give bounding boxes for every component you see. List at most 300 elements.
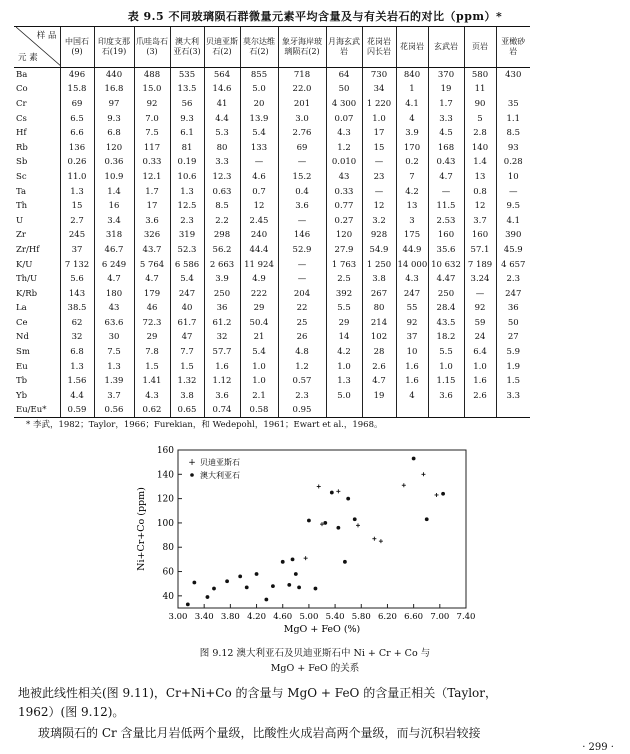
table-cell: 133 <box>240 140 278 155</box>
table-cell: 143 <box>60 286 94 301</box>
table-cell: 43.7 <box>134 243 170 258</box>
table-cell: 27.9 <box>326 243 362 258</box>
y-tick-label: 80 <box>162 543 174 554</box>
x-axis-label: MgO + FeO (%) <box>283 624 361 635</box>
table-cell: 3.3 <box>428 111 464 126</box>
table-cell: 5.0 <box>240 82 278 97</box>
data-point-dot <box>297 585 301 589</box>
table-cell: — <box>428 184 464 199</box>
table-cell: 4 657 <box>496 257 530 272</box>
table-cell: 14 000 <box>396 257 428 272</box>
table-cell: 43 <box>326 170 362 185</box>
table-cell: 2.45 <box>240 213 278 228</box>
table-cell: 8.5 <box>496 126 530 141</box>
table-cell: 3.6 <box>428 389 464 404</box>
element-label: Co <box>16 84 28 95</box>
data-point-plus <box>379 539 383 543</box>
table-cell: 1.6 <box>464 374 496 389</box>
table-cell: 0.7 <box>240 184 278 199</box>
legend-label: 澳大利亚石 <box>200 471 240 480</box>
table-cell: 6 586 <box>170 257 204 272</box>
table-cell: 5.4 <box>240 126 278 141</box>
table-cell: 1.4 <box>94 184 134 199</box>
table-cell: 1.0 <box>326 359 362 374</box>
table-cell: 247 <box>396 286 428 301</box>
figure-caption-line2: MgO + FeO 的关系 <box>270 663 360 674</box>
table-cell: 102 <box>362 330 396 345</box>
table-cell: 34 <box>362 82 396 97</box>
table-cell: 4.7 <box>94 272 134 287</box>
data-point-plus <box>317 484 321 488</box>
table-cell: 1.41 <box>134 374 170 389</box>
element-label: Tb <box>16 376 28 387</box>
table-cell: 93 <box>496 140 530 155</box>
table-cell: 4.4 <box>204 111 240 126</box>
table-cell: 1.3 <box>326 374 362 389</box>
table-row <box>14 330 530 345</box>
table-row <box>14 272 530 287</box>
table-cell: 3.7 <box>94 389 134 404</box>
table-cell: 22.0 <box>278 82 326 97</box>
element-label: Zr <box>16 230 26 241</box>
element-label: Yb <box>16 390 28 401</box>
table-cell: 4 <box>396 389 428 404</box>
table-cell: 5.9 <box>496 345 530 360</box>
table-cell: 3.9 <box>396 126 428 141</box>
table-cell: 5.6 <box>60 272 94 287</box>
table-cell: 28.4 <box>428 301 464 316</box>
element-label: Hf <box>16 128 27 139</box>
table-row <box>14 213 530 228</box>
table-cell: 1 763 <box>326 257 362 272</box>
table-cell: — <box>278 272 326 287</box>
table-cell: 2.3 <box>170 213 204 228</box>
table-row <box>14 111 530 126</box>
element-label: Sc <box>16 171 27 182</box>
table-cell: 81 <box>170 140 204 155</box>
data-point-dot <box>291 557 295 561</box>
table-cell: 69 <box>60 97 94 112</box>
corner-element-label: 元 素 <box>18 53 38 63</box>
y-tick-label: 100 <box>156 518 174 529</box>
table-cell: 1.3 <box>170 184 204 199</box>
y-tick-label: 40 <box>162 591 174 602</box>
element-label: Th <box>16 201 28 212</box>
data-point-dot <box>271 584 275 588</box>
table-cell: 6.8 <box>60 345 94 360</box>
table-cell: 2.8 <box>464 126 496 141</box>
table-cell: 7 132 <box>60 257 94 272</box>
table-cell: 718 <box>278 68 326 83</box>
data-point-dot <box>245 585 249 589</box>
table-cell: 7.0 <box>134 111 170 126</box>
table-cell: 4.1 <box>396 97 428 112</box>
table-cell: — <box>240 155 278 170</box>
table-row <box>14 170 530 185</box>
table-cell: 247 <box>170 286 204 301</box>
table-cell: 250 <box>204 286 240 301</box>
table-cell: 44.9 <box>396 243 428 258</box>
table-cell: 15.2 <box>278 170 326 185</box>
table-cell: 15 <box>362 140 396 155</box>
data-point-plus <box>435 493 439 497</box>
table-cell: 4.3 <box>326 126 362 141</box>
table-row <box>14 243 530 258</box>
table-cell: 92 <box>464 301 496 316</box>
x-tick-label: 5.00 <box>299 612 319 622</box>
table-cell: 57.7 <box>204 345 240 360</box>
table-cell: 6 249 <box>94 257 134 272</box>
table-cell: 168 <box>428 140 464 155</box>
table-row <box>14 140 530 155</box>
table-cell: 97 <box>94 97 134 112</box>
data-point-dot <box>441 492 445 496</box>
table-cell: 7.8 <box>134 345 170 360</box>
x-tick-label: 3.40 <box>194 612 214 622</box>
element-label: Th/U <box>16 274 38 285</box>
table-row <box>14 316 530 331</box>
table-cell: 17 <box>134 199 170 214</box>
table-cell: 204 <box>278 286 326 301</box>
table-cell: 3.3 <box>204 155 240 170</box>
table-cell: 10.6 <box>170 170 204 185</box>
table-cell: 22 <box>278 301 326 316</box>
table-cell: 440 <box>94 68 134 83</box>
column-header: 月海玄武岩 <box>326 27 362 68</box>
table-cell: 214 <box>362 316 396 331</box>
table-cell: 535 <box>170 68 204 83</box>
table-cell: 1 220 <box>362 97 396 112</box>
table-cell: 27 <box>496 330 530 345</box>
table-cell: 179 <box>134 286 170 301</box>
table-cell: 52.9 <box>278 243 326 258</box>
data-point-plus <box>421 472 425 476</box>
table-cell: 247 <box>496 286 530 301</box>
table-cell: 245 <box>60 228 94 243</box>
table-cell: 10.9 <box>94 170 134 185</box>
column-header: 花岗岩 <box>396 27 428 68</box>
table-cell: 117 <box>134 140 170 155</box>
y-tick-label: 140 <box>156 470 174 481</box>
table-cell: 3 <box>396 213 428 228</box>
table-cell: 11.5 <box>428 199 464 214</box>
table-cell: 8.5 <box>204 199 240 214</box>
table-cell: 15.0 <box>134 82 170 97</box>
table-cell: 580 <box>464 68 496 83</box>
table-cell: 7 <box>396 170 428 185</box>
table-corner-cell <box>14 27 60 68</box>
data-point-dot <box>212 587 216 591</box>
table-cell: 175 <box>396 228 428 243</box>
table-cell: 90 <box>464 97 496 112</box>
table-cell: 0.62 <box>134 403 170 418</box>
table-cell: 3.8 <box>362 272 396 287</box>
table-title: 表 9.5 不同玻璃陨石群微量元素平均含量及与有关岩石的对比（ppm）* <box>127 10 503 23</box>
table-cell: 55 <box>396 301 428 316</box>
table-cell: 9.3 <box>94 111 134 126</box>
data-point-dot <box>294 572 298 576</box>
element-label: Ta <box>16 186 27 197</box>
table-cell: 0.010 <box>326 155 362 170</box>
table-cell: 201 <box>278 97 326 112</box>
table-cell: 4.3 <box>134 389 170 404</box>
y-tick-label: 60 <box>162 567 174 578</box>
table-cell: 0.63 <box>204 184 240 199</box>
table-cell: 21 <box>240 330 278 345</box>
data-point-dot <box>412 457 416 461</box>
column-header: 象牙海岸玻璃陨石(2) <box>278 27 326 68</box>
element-label: Ce <box>16 317 28 328</box>
column-header: 页岩 <box>464 27 496 68</box>
element-label: K/U <box>16 259 33 270</box>
table-cell: 15.8 <box>60 82 94 97</box>
table-cell: 16.8 <box>94 82 134 97</box>
table-cell: 3.3 <box>496 389 530 404</box>
table-cell: 319 <box>170 228 204 243</box>
table-cell: 1.2 <box>326 140 362 155</box>
x-tick-label: 3.80 <box>220 612 240 622</box>
table-cell: 2.53 <box>428 213 464 228</box>
table-cell: 140 <box>464 140 496 155</box>
table-cell: 1.15 <box>428 374 464 389</box>
data-point-plus <box>402 483 406 487</box>
table-cell: 0.95 <box>278 403 326 418</box>
table-cell: 28 <box>362 345 396 360</box>
data-point-dot <box>346 497 350 501</box>
table-cell: 54.9 <box>362 243 396 258</box>
table-cell: 25 <box>278 316 326 331</box>
table-cell: 57.1 <box>464 243 496 258</box>
table-cell: 5.0 <box>326 389 362 404</box>
data-point-plus <box>304 556 308 560</box>
table-cell: 0.36 <box>94 155 134 170</box>
table-cell: 160 <box>464 228 496 243</box>
table-cell: 35.6 <box>428 243 464 258</box>
table-cell: 4.6 <box>240 170 278 185</box>
table-cell: 56.2 <box>204 243 240 258</box>
table-cell <box>496 82 530 97</box>
data-point-dot <box>336 526 340 530</box>
table-cell: 0.58 <box>240 403 278 418</box>
table-cell: 0.65 <box>170 403 204 418</box>
table-cell: 4.7 <box>362 374 396 389</box>
table-cell: 0.26 <box>60 155 94 170</box>
table-cell: 0.8 <box>464 184 496 199</box>
table-cell: 2.3 <box>496 272 530 287</box>
table-cell: 72.3 <box>134 316 170 331</box>
table-cell: 3.24 <box>464 272 496 287</box>
table-cell: 4.5 <box>428 126 464 141</box>
table-cell: 4 <box>396 111 428 126</box>
table-cell: 326 <box>134 228 170 243</box>
table-cell: 62 <box>60 316 94 331</box>
table-cell: 3.2 <box>362 213 396 228</box>
table-cell: 0.2 <box>396 155 428 170</box>
x-tick-label: 6.20 <box>377 612 397 622</box>
table-cell: 1.0 <box>428 359 464 374</box>
table-cell: 2.6 <box>362 359 396 374</box>
table-cell: 2.3 <box>278 389 326 404</box>
table-cell: 17 <box>362 126 396 141</box>
table-row <box>14 403 530 418</box>
table-cell: 12 <box>362 199 396 214</box>
table-cell: 250 <box>428 286 464 301</box>
y-tick-label: 160 <box>156 446 174 456</box>
table-cell: 10 <box>496 170 530 185</box>
table-cell: 80 <box>362 301 396 316</box>
table-cell: 1.6 <box>396 374 428 389</box>
table-row <box>14 345 530 360</box>
data-point-dot <box>238 575 242 579</box>
table-cell: 488 <box>134 68 170 83</box>
table-cell: 20 <box>240 97 278 112</box>
table-cell: 0.57 <box>278 374 326 389</box>
table-row <box>14 389 530 404</box>
table-cell: 24 <box>464 330 496 345</box>
table-cell: 146 <box>278 228 326 243</box>
table-cell: 41 <box>204 97 240 112</box>
table-cell: 4.8 <box>278 345 326 360</box>
table-cell: 180 <box>94 286 134 301</box>
data-point-plus <box>336 489 340 493</box>
table-cell: 11 924 <box>240 257 278 272</box>
table-cell: 136 <box>60 140 94 155</box>
column-header: 亚橄砂岩 <box>496 27 530 68</box>
table-cell: 9.3 <box>170 111 204 126</box>
column-header: 贝迪亚斯石(2) <box>204 27 240 68</box>
data-point-dot <box>192 581 196 585</box>
table-cell: 23 <box>362 170 396 185</box>
table-cell: 1.6 <box>204 359 240 374</box>
data-point-dot <box>186 602 190 606</box>
figure-caption-line1: 图 9.12 澳大利亚石及贝迪亚斯石中 Ni + Cr + Co 与 <box>199 648 431 659</box>
data-point-dot <box>330 491 334 495</box>
table-cell: 13.9 <box>240 111 278 126</box>
y-axis-label: Ni+Cr+Co (ppm) <box>136 487 147 571</box>
table-cell: 26 <box>278 330 326 345</box>
element-label: K/Rb <box>16 288 38 299</box>
table-cell: — <box>464 286 496 301</box>
table-cell: 44.4 <box>240 243 278 258</box>
table-cell: 5.3 <box>204 126 240 141</box>
table-cell: 9.5 <box>496 199 530 214</box>
data-point-dot <box>343 560 347 564</box>
table-cell: 0.27 <box>326 213 362 228</box>
table-cell: 3.6 <box>204 389 240 404</box>
table-cell: 3.7 <box>464 213 496 228</box>
data-point-dot <box>353 517 357 521</box>
table-cell: 32 <box>204 330 240 345</box>
element-label: Cs <box>16 113 27 124</box>
table-cell: 50 <box>326 82 362 97</box>
data-point-plus <box>356 523 360 527</box>
table-cell: 6.4 <box>464 345 496 360</box>
table-footnote: * 李武，1982；Taylor，1966；Furekian，和 Wedepohl，1961；Ewart et al.，1968。 <box>26 420 383 430</box>
table-row <box>14 199 530 214</box>
table-cell: 1.1 <box>496 111 530 126</box>
table-cell: 392 <box>326 286 362 301</box>
table-cell: 13 <box>464 170 496 185</box>
table-cell: 12.3 <box>204 170 240 185</box>
table-cell: 390 <box>496 228 530 243</box>
table-cell: 80 <box>204 140 240 155</box>
x-tick-label: 5.80 <box>351 612 371 622</box>
table-cell: 92 <box>134 97 170 112</box>
x-tick-label: 4.20 <box>247 612 267 622</box>
table-cell: 222 <box>240 286 278 301</box>
table-cell: 0.33 <box>326 184 362 199</box>
scatter-chart <box>130 440 490 645</box>
table-cell: 4.2 <box>326 345 362 360</box>
element-label: Eu <box>16 361 28 372</box>
table-cell: 37 <box>396 330 428 345</box>
data-point-dot <box>314 587 318 591</box>
x-tick-label: 3.00 <box>168 612 188 622</box>
table-cell: 6.5 <box>60 111 94 126</box>
table-cell: 50 <box>496 316 530 331</box>
table-cell: 1.32 <box>170 374 204 389</box>
table-cell: 12 <box>464 199 496 214</box>
table-cell: 52.3 <box>170 243 204 258</box>
table-cell: 19 <box>362 389 396 404</box>
table-cell: 6.8 <box>94 126 134 141</box>
body-text-line3: 玻璃陨石的 Cr 含量比月岩低两个量级，比酸性火成岩高两个量级，而与沉积岩较接 <box>38 726 481 740</box>
table-cell: 267 <box>362 286 396 301</box>
table-row <box>14 286 530 301</box>
legend-marker-dot <box>190 473 194 477</box>
table-cell: 7.5 <box>94 345 134 360</box>
data-point-plus <box>372 537 376 541</box>
table-cell: 0.74 <box>204 403 240 418</box>
table-cell: 298 <box>204 228 240 243</box>
table-row <box>14 68 530 83</box>
table-cell: 1.4 <box>464 155 496 170</box>
column-header: 花岗岩闪长岩 <box>362 27 396 68</box>
table-cell: 3.0 <box>278 111 326 126</box>
data-point-dot <box>281 560 285 564</box>
table-cell: 1.56 <box>60 374 94 389</box>
data-point-dot <box>255 572 259 576</box>
table-cell: 4.3 <box>396 272 428 287</box>
element-label: La <box>16 303 27 314</box>
table-header-row <box>14 27 530 68</box>
table-cell: 63.6 <box>94 316 134 331</box>
table-row <box>14 359 530 374</box>
element-label: Ba <box>16 70 28 81</box>
table-cell: 16 <box>94 199 134 214</box>
table-cell: 13 <box>396 199 428 214</box>
table-cell: 12 <box>240 199 278 214</box>
table-cell: — <box>362 155 396 170</box>
table-cell: 318 <box>94 228 134 243</box>
table-cell: — <box>362 184 396 199</box>
table-cell: 3.4 <box>94 213 134 228</box>
table-cell: 6.6 <box>60 126 94 141</box>
table-cell: 7.5 <box>134 126 170 141</box>
table-cell: — <box>496 184 530 199</box>
table-cell: 5.5 <box>326 301 362 316</box>
table-cell: 30 <box>94 330 134 345</box>
table-cell: 38.5 <box>60 301 94 316</box>
element-label: Sm <box>16 347 30 358</box>
table-cell: 15 <box>60 199 94 214</box>
legend-marker-plus: + <box>188 458 196 468</box>
table-cell: 3.6 <box>278 199 326 214</box>
table-cell: 2.76 <box>278 126 326 141</box>
table-cell: 45.9 <box>496 243 530 258</box>
table-row <box>14 184 530 199</box>
table-cell: 3.8 <box>170 389 204 404</box>
